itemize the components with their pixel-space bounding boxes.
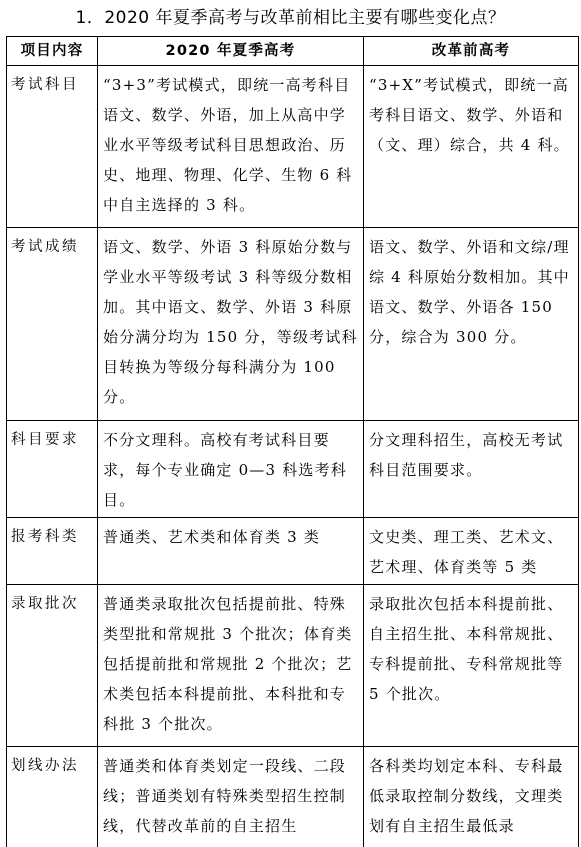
- row-label: 科目要求: [7, 421, 98, 518]
- row-label: 划线办法: [7, 747, 98, 847]
- new-exam-cell: 普通类录取批次包括提前批、特殊类型批和常规批 3 个批次；体育类包括提前批和常规批 2 个批次；艺术类包括本科提前批、本科批和专科批 3 个批次。: [98, 585, 364, 747]
- row-label: 报考科类: [7, 518, 98, 585]
- header-old-exam: 改革前高考: [364, 37, 579, 66]
- new-exam-cell: 不分文理科。高校有考试科目要求，每个专业确定 0—3 科选考科目。: [98, 421, 364, 518]
- table-row: [7, 421, 579, 518]
- new-exam-cell: 普通类和体育类划定一段线、二段线；普通类划有特殊类型招生控制线，代替改革前的自主招生: [98, 747, 364, 847]
- new-exam-cell: “3+3”考试模式，即统一高考科目语文、数学、外语，加上从高中学业水平等级考试科目思想政治、历史、地理、物理、化学、生物 6 科中自主选择的 3 科。: [98, 66, 364, 228]
- table-row: [7, 518, 579, 585]
- old-exam-cell: “3+X”考试模式，即统一高考科目语文、数学、外语和（文、理）综合，共 4 科。: [364, 66, 579, 228]
- row-label: 考试成绩: [7, 228, 98, 421]
- new-exam-cell: 语文、数学、外语 3 科原始分数与学业水平等级考试 3 科等级分数相加。其中语文、数学、外语 3 科原始分满分均为 150 分，等级考试科目转换为等级分每科满分为 100 分。: [98, 228, 364, 421]
- header-new-exam: 2020 年夏季高考: [98, 37, 364, 66]
- comparison-table: [6, 36, 579, 847]
- old-exam-cell: 语文、数学、外语和文综/理综 4 科原始分数相加。其中语文、数学、外语各 150 分，综合为 300 分。: [364, 228, 579, 421]
- row-label: 录取批次: [7, 585, 98, 747]
- table-row: [7, 585, 579, 747]
- old-exam-cell: 各科类均划定本科、专科最低录取控制分数线，文理类划有自主招生最低录: [364, 747, 579, 847]
- new-exam-cell: 普通类、艺术类和体育类 3 类: [98, 518, 364, 585]
- table-header-row: [7, 37, 579, 66]
- row-label: 考试科目: [7, 66, 98, 228]
- document-title: 1．2020 年夏季高考与改革前相比主要有哪些变化点？: [75, 8, 506, 28]
- old-exam-cell: 分文理科招生，高校无考试科目范围要求。: [364, 421, 579, 518]
- old-exam-cell: 录取批次包括本科提前批、自主招生批、本科常规批、专科提前批、专科常规批等 5 个批次。: [364, 585, 579, 747]
- table-row: [7, 228, 579, 421]
- header-item: 项目内容: [7, 37, 98, 66]
- table-row: [7, 66, 579, 228]
- table-row: [7, 747, 579, 847]
- old-exam-cell: 文史类、理工类、艺术文、艺术理、体育类等 5 类: [364, 518, 579, 585]
